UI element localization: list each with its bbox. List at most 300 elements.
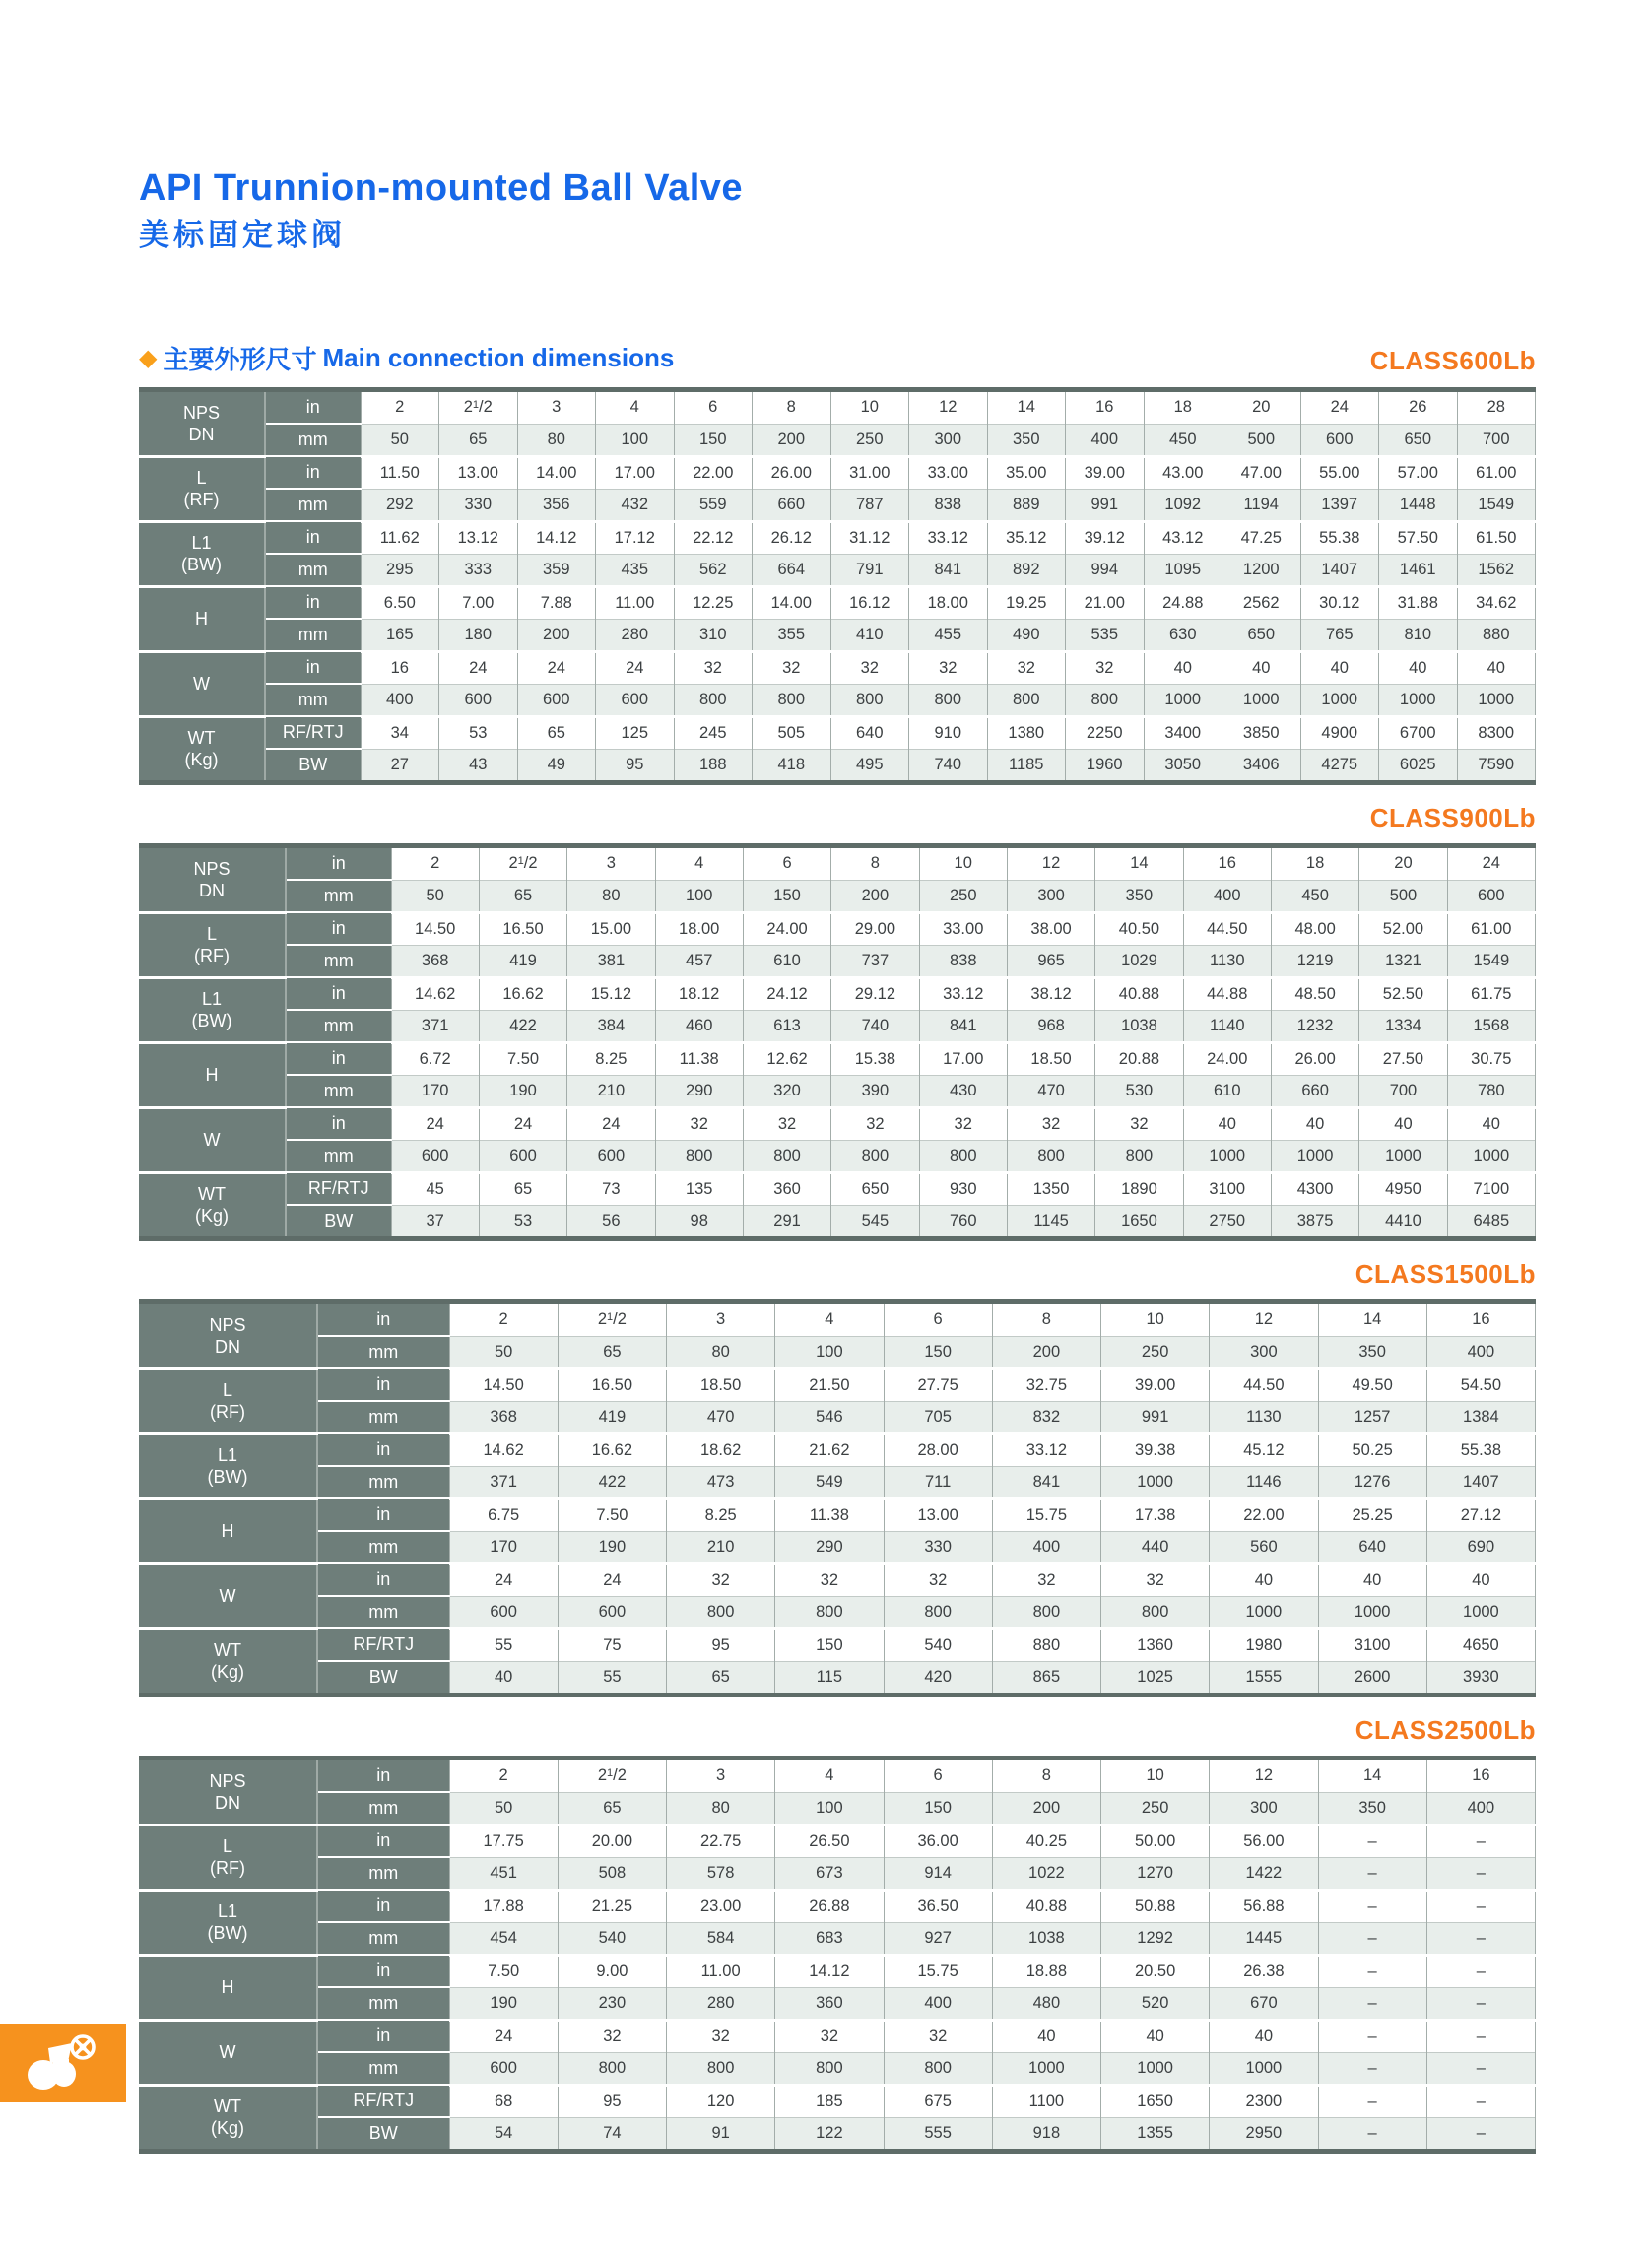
class2500-unit-label: mm [317, 1792, 449, 1825]
dimension-value-cell: 28.00 [884, 1433, 992, 1466]
class2500-row-in [139, 1825, 1536, 1857]
dimension-value-cell: 545 [831, 1205, 919, 1239]
dimension-value-cell: 200 [992, 1336, 1100, 1368]
class2500-unit-label: in [317, 1955, 449, 1987]
class600-row-in [139, 651, 1536, 684]
dimension-value-cell: 505 [753, 716, 831, 749]
dimension-value-cell: 29.12 [831, 977, 919, 1010]
dimension-value-cell: 50 [391, 880, 479, 912]
dimension-value-cell: 1130 [1210, 1401, 1318, 1433]
class1500-row-rf-rtj [139, 1628, 1536, 1661]
dimension-value-cell: 800 [674, 684, 753, 716]
dimension-value-cell: 600 [1447, 880, 1535, 912]
dimension-value-cell: 800 [909, 684, 988, 716]
dimension-value-cell: 135 [655, 1172, 743, 1205]
dimension-value-cell: 47.00 [1222, 456, 1301, 489]
class600-row-in [139, 456, 1536, 489]
dimension-value-cell: 18.12 [655, 977, 743, 1010]
dimension-value-cell: 800 [558, 2052, 666, 2085]
dimension-value-cell: 39.38 [1101, 1433, 1210, 1466]
class600-row-mm [139, 684, 1536, 716]
dimension-value-cell: 800 [1066, 684, 1145, 716]
dimension-value-cell: 40 [1210, 1563, 1318, 1596]
dimension-value-cell: 800 [1007, 1140, 1094, 1172]
class1500-row-group-label: L1 (BW) [139, 1433, 317, 1498]
dimension-value-cell: – [1318, 1987, 1426, 2020]
dimension-value-cell: 28 [1457, 390, 1536, 425]
dimension-value-cell: 11.50 [361, 456, 439, 489]
class900-table [139, 843, 1536, 1241]
dimension-value-cell: 480 [992, 1987, 1100, 2020]
dimension-value-cell: 80 [567, 880, 655, 912]
dimension-value-cell: 1000 [992, 2052, 1100, 2085]
class2500-row-mm [139, 1792, 1536, 1825]
dimension-value-cell: 45.12 [1210, 1433, 1318, 1466]
dimension-value-cell: 559 [674, 489, 753, 521]
dimension-value-cell: 1194 [1222, 489, 1301, 521]
dimension-value-cell: $2^1/2$ [558, 1302, 666, 1337]
dimension-value-cell: 65 [439, 424, 518, 456]
dimension-value-cell: 800 [884, 1596, 992, 1628]
dimension-value-cell: 17.38 [1101, 1498, 1210, 1531]
dimension-value-cell: 24.00 [743, 912, 830, 945]
class900-row-group-label: NPS DN [139, 846, 286, 913]
section-heading [139, 340, 674, 376]
class600-unit-label: in [265, 390, 361, 425]
class1500-unit-label: in [317, 1368, 449, 1401]
dimension-value-cell: – [1426, 2052, 1535, 2085]
dimension-value-cell: 800 [753, 684, 831, 716]
dimension-value-cell: 765 [1300, 619, 1379, 651]
dimension-value-cell: 3100 [1318, 1628, 1426, 1661]
class600-unit-label: mm [265, 489, 361, 521]
dimension-value-cell: 12 [909, 390, 988, 425]
dimension-value-cell: 800 [667, 2052, 775, 2085]
dimension-value-cell: 24 [479, 1107, 566, 1140]
dimension-value-cell: 546 [775, 1401, 884, 1433]
dimension-value-cell: 2562 [1222, 586, 1301, 619]
dimension-value-cell: 150 [775, 1628, 884, 1661]
dimension-value-cell: 2600 [1318, 1661, 1426, 1695]
dimension-value-cell: 3406 [1222, 749, 1301, 783]
dimension-value-cell: – [1318, 1825, 1426, 1857]
class1500-table [139, 1299, 1536, 1697]
dimension-value-cell: 664 [753, 554, 831, 586]
dimension-value-cell: 31.88 [1379, 586, 1458, 619]
dimension-value-cell: 800 [992, 1596, 1100, 1628]
dimension-value-cell: 4275 [1300, 749, 1379, 783]
dimension-value-cell: 210 [567, 1075, 655, 1107]
dimension-value-cell: 8 [831, 846, 919, 881]
dimension-value-cell: 880 [992, 1628, 1100, 1661]
dimension-value-cell: 991 [1066, 489, 1145, 521]
dimension-value-cell: 310 [674, 619, 753, 651]
dimension-value-cell: 660 [753, 489, 831, 521]
class600-row-group-label: L1 (BW) [139, 521, 265, 586]
dimension-value-cell: 549 [775, 1466, 884, 1498]
dimension-value-cell: 24 [449, 2020, 558, 2052]
dimension-value-cell: 455 [909, 619, 988, 651]
dimension-value-cell: $2^1/2$ [479, 846, 566, 881]
dimension-value-cell: 32 [909, 651, 988, 684]
dimension-value-cell: 400 [1426, 1792, 1535, 1825]
dimension-value-cell: 65 [558, 1336, 666, 1368]
class600-unit-label: mm [265, 424, 361, 456]
dimension-value-cell: 4950 [1359, 1172, 1447, 1205]
dimension-value-cell: 3 [667, 1759, 775, 1793]
dimension-value-cell: 16 [1066, 390, 1145, 425]
class600-row-mm [139, 489, 1536, 521]
dimension-value-cell: 15.00 [567, 912, 655, 945]
dimension-value-cell: 32 [830, 651, 909, 684]
class900-row-group-label: W [139, 1107, 286, 1172]
dimension-value-cell: 422 [479, 1010, 566, 1042]
dimension-value-cell: 419 [558, 1401, 666, 1433]
dimension-value-cell: 17.88 [449, 1890, 558, 1922]
dimension-value-cell: 56 [567, 1205, 655, 1239]
dimension-value-cell: 17.00 [919, 1042, 1007, 1075]
dimension-value-cell: 18.62 [667, 1433, 775, 1466]
dimension-value-cell: 43.12 [1144, 521, 1222, 554]
dimension-value-cell: 11.38 [775, 1498, 884, 1531]
dimension-value-cell: 6.72 [391, 1042, 479, 1075]
class1500-label-row [139, 1259, 1536, 1289]
dimension-value-cell: 6485 [1447, 1205, 1535, 1239]
dimension-value-cell: 23.00 [667, 1890, 775, 1922]
class2500-row-in [139, 1759, 1536, 1793]
class2500-row-in [139, 1890, 1536, 1922]
dimension-value-cell: 1360 [1101, 1628, 1210, 1661]
dimension-value-cell: 4 [596, 390, 675, 425]
dimension-value-cell: 32 [667, 1563, 775, 1596]
dimension-value-cell: 55 [449, 1628, 558, 1661]
dimension-value-cell: 33.12 [992, 1433, 1100, 1466]
dimension-value-cell: 210 [667, 1531, 775, 1563]
dimension-value-cell: 6 [743, 846, 830, 881]
dimension-value-cell: 918 [992, 2117, 1100, 2152]
class900-row-group-label: WT (Kg) [139, 1172, 286, 1239]
class2500-row-in [139, 1955, 1536, 1987]
dimension-value-cell: 61.50 [1457, 521, 1536, 554]
dimension-value-cell: 350 [1318, 1336, 1426, 1368]
class900-label: CLASS900Lb [1369, 803, 1536, 832]
dimension-value-cell: 1650 [1101, 2085, 1210, 2117]
dimension-value-cell: 422 [558, 1466, 666, 1498]
dimension-value-cell: 27.50 [1359, 1042, 1447, 1075]
dimension-value-cell: 1022 [992, 1857, 1100, 1890]
dimension-value-cell: 440 [1101, 1531, 1210, 1563]
dimension-value-cell: 75 [558, 1628, 666, 1661]
dimension-value-cell: 910 [909, 716, 988, 749]
class1500-unit-label: in [317, 1498, 449, 1531]
class1500-unit-label: BW [317, 1661, 449, 1695]
class900-label-row [139, 803, 1536, 832]
dimension-value-cell: 125 [596, 716, 675, 749]
class2500-row-mm [139, 2052, 1536, 2085]
dimension-value-cell: 27.75 [884, 1368, 992, 1401]
dimension-value-cell: 24 [1447, 846, 1535, 881]
dimension-value-cell: 740 [909, 749, 988, 783]
class1500-row-group-label: W [139, 1563, 317, 1628]
dimension-value-cell: 16 [361, 651, 439, 684]
dimension-value-cell: 32 [674, 651, 753, 684]
dimension-value-cell: 22.00 [1210, 1498, 1318, 1531]
dimension-value-cell: 3050 [1144, 749, 1222, 783]
dimension-value-cell: 24 [1300, 390, 1379, 425]
dimension-value-cell: 32 [992, 1563, 1100, 1596]
dimension-value-cell: – [1426, 2117, 1535, 2152]
dimension-value-cell: 6025 [1379, 749, 1458, 783]
dimension-value-cell: 185 [775, 2085, 884, 2117]
class600-unit-label: BW [265, 749, 361, 783]
dimension-value-cell: 30.12 [1300, 586, 1379, 619]
dimension-value-cell: 8 [992, 1759, 1100, 1793]
dimension-value-cell: 10 [1101, 1302, 1210, 1337]
dimension-value-cell: 26.00 [1271, 1042, 1358, 1075]
dimension-value-cell: 40 [1210, 2020, 1318, 2052]
dimension-value-cell: 27.12 [1426, 1498, 1535, 1531]
dimension-value-cell: 295 [361, 554, 439, 586]
dimension-value-cell: 290 [775, 1531, 884, 1563]
class900-row-group-label: L (RF) [139, 912, 286, 977]
dimension-value-cell: – [1318, 1890, 1426, 1922]
class600-row-in [139, 390, 1536, 425]
dimension-value-cell: 450 [1271, 880, 1358, 912]
top-spacer [139, 0, 1536, 166]
class2500-row-group-label: W [139, 2020, 317, 2085]
dimension-value-cell: 12.25 [674, 586, 753, 619]
dimension-value-cell: 150 [884, 1336, 992, 1368]
dimension-value-cell: 800 [667, 1596, 775, 1628]
dimension-value-cell: 600 [449, 1596, 558, 1628]
dimension-value-cell: 1448 [1379, 489, 1458, 521]
dimension-value-cell: 740 [831, 1010, 919, 1042]
dimension-value-cell: 65 [479, 1172, 566, 1205]
class600-unit-label: RF/RTJ [265, 716, 361, 749]
dimension-value-cell: 80 [667, 1336, 775, 1368]
dimension-value-cell: 14.62 [391, 977, 479, 1010]
class900-unit-label: in [286, 846, 391, 881]
class1500-row-mm [139, 1596, 1536, 1628]
dimension-value-cell: – [1318, 2020, 1426, 2052]
class1500-row-group-label: H [139, 1498, 317, 1563]
dimension-value-cell: 52.00 [1359, 912, 1447, 945]
class2500-row-group-label: L (RF) [139, 1825, 317, 1890]
class900-row-mm [139, 1010, 1536, 1042]
dimension-value-cell: 74 [558, 2117, 666, 2152]
dimension-value-cell: 50 [361, 424, 439, 456]
dimension-value-cell: 8.25 [667, 1498, 775, 1531]
dimension-value-cell: 991 [1101, 1401, 1210, 1433]
dimension-value-cell: 600 [439, 684, 518, 716]
dimension-value-cell: – [1426, 2020, 1535, 2052]
class600-row-mm [139, 619, 1536, 651]
dimension-value-cell: 12 [1210, 1759, 1318, 1793]
dimension-value-cell: 26 [1379, 390, 1458, 425]
dimension-value-cell: 43.00 [1144, 456, 1222, 489]
dimension-value-cell: 12.62 [743, 1042, 830, 1075]
dimension-value-cell: 1000 [1426, 1596, 1535, 1628]
class2500-label-row [139, 1715, 1536, 1745]
dimension-value-cell: 994 [1066, 554, 1145, 586]
dimension-value-cell: 1555 [1210, 1661, 1318, 1695]
dimension-value-cell: 1407 [1300, 554, 1379, 586]
section-heading-zh: 主要外形尺寸 [163, 345, 317, 374]
dimension-value-cell: 190 [449, 1987, 558, 2020]
dimension-value-cell: 675 [884, 2085, 992, 2117]
dimension-value-cell: 800 [831, 1140, 919, 1172]
dimension-value-cell: 600 [596, 684, 675, 716]
dimension-value-cell: 1000 [1101, 2052, 1210, 2085]
class1500-table-host [139, 1299, 1536, 1697]
dimension-value-cell: 7.88 [517, 586, 596, 619]
dimension-value-cell: 3930 [1426, 1661, 1535, 1695]
dimension-value-cell: 14.00 [753, 586, 831, 619]
class900-row-in [139, 1042, 1536, 1075]
class900-row-bw [139, 1205, 1536, 1239]
dimension-value-cell: 368 [449, 1401, 558, 1433]
class1500-unit-label: in [317, 1433, 449, 1466]
dimension-value-cell: 600 [567, 1140, 655, 1172]
class2500-row-bw [139, 2117, 1536, 2152]
dimension-value-cell: 13.12 [439, 521, 518, 554]
dimension-value-cell: 100 [775, 1336, 884, 1368]
class2500-row-group-label: WT (Kg) [139, 2085, 317, 2152]
dimension-value-cell: 22.75 [667, 1825, 775, 1857]
dimension-value-cell: 65 [479, 880, 566, 912]
dimension-value-cell: 400 [884, 1987, 992, 2020]
class900-unit-label: in [286, 912, 391, 945]
dimension-value-cell: 31.12 [830, 521, 909, 554]
dimension-value-cell: 555 [884, 2117, 992, 2152]
dimension-value-cell: 40.88 [1095, 977, 1183, 1010]
dimension-value-cell: 13.00 [884, 1498, 992, 1531]
dimension-value-cell: 21.62 [775, 1433, 884, 1466]
dimension-value-cell: 1146 [1210, 1466, 1318, 1498]
dimension-value-cell: 26.50 [775, 1825, 884, 1857]
class2500-row-group-label: NPS DN [139, 1759, 317, 1826]
dimension-value-cell: 10 [830, 390, 909, 425]
class1500-row-in [139, 1498, 1536, 1531]
dimension-value-cell: 33.12 [919, 977, 1007, 1010]
dimension-value-cell: 280 [667, 1987, 775, 2020]
dimension-value-cell: 200 [753, 424, 831, 456]
dimension-value-cell: 21.50 [775, 1368, 884, 1401]
dimension-value-cell: 14 [1318, 1759, 1426, 1793]
dimension-value-cell: 54.50 [1426, 1368, 1535, 1401]
dimension-value-cell: 33.00 [909, 456, 988, 489]
dimension-value-cell: 1257 [1318, 1401, 1426, 1433]
dimension-value-cell: 57.50 [1379, 521, 1458, 554]
page-title: API Trunnion-mounted Ball Valve [139, 167, 744, 209]
dimension-value-cell: 250 [1101, 1336, 1210, 1368]
dimension-value-cell: 4300 [1271, 1172, 1358, 1205]
dimension-value-cell: 410 [830, 619, 909, 651]
dimension-value-cell: 32 [987, 651, 1066, 684]
dimension-value-cell: 40 [1359, 1107, 1447, 1140]
dimension-value-cell: 32 [884, 2020, 992, 2052]
class900-unit-label: RF/RTJ [286, 1172, 391, 1205]
dimension-value-cell: 384 [567, 1010, 655, 1042]
dimension-value-cell: 330 [439, 489, 518, 521]
class900-row-in [139, 977, 1536, 1010]
dimension-value-cell: 610 [743, 945, 830, 977]
dimension-value-cell: 80 [517, 424, 596, 456]
dimension-value-cell: 20.50 [1101, 1955, 1210, 1987]
dimension-value-cell: 17.00 [596, 456, 675, 489]
dimension-value-cell: 350 [1095, 880, 1183, 912]
class600-row-group-label: H [139, 586, 265, 651]
dimension-value-cell: 1219 [1271, 945, 1358, 977]
dimension-value-cell: 15.75 [992, 1498, 1100, 1531]
dimension-value-cell: 3875 [1271, 1205, 1358, 1239]
dimension-value-cell: 800 [919, 1140, 1007, 1172]
dimension-value-cell: 39.00 [1101, 1368, 1210, 1401]
dimension-value-cell: 1350 [1007, 1172, 1094, 1205]
dimension-value-cell: 673 [775, 1857, 884, 1890]
dimension-value-cell: 40 [1144, 651, 1222, 684]
dimension-value-cell: 640 [830, 716, 909, 749]
dimension-value-cell: 1145 [1007, 1205, 1094, 1239]
dimension-value-cell: 1960 [1066, 749, 1145, 783]
dimension-value-cell: 38.00 [1007, 912, 1094, 945]
dimension-value-cell: 50.00 [1101, 1825, 1210, 1857]
dimension-value-cell: 927 [884, 1922, 992, 1955]
dimension-value-cell: 65 [667, 1661, 775, 1695]
dimension-value-cell: 40 [1300, 651, 1379, 684]
dimension-value-cell: 38.12 [1007, 977, 1094, 1010]
dimension-value-cell: 55.38 [1426, 1433, 1535, 1466]
dimension-value-cell: 33.00 [919, 912, 1007, 945]
dimension-value-cell: 791 [830, 554, 909, 586]
dimension-value-cell: 18 [1144, 390, 1222, 425]
dimension-value-cell: 1334 [1359, 1010, 1447, 1042]
dimension-value-cell: 810 [1379, 619, 1458, 651]
dimension-value-cell: 800 [884, 2052, 992, 2085]
dimension-value-cell: 400 [1426, 1336, 1535, 1368]
dimension-value-cell: 1000 [1379, 684, 1458, 716]
dimension-value-cell: 800 [830, 684, 909, 716]
dimension-value-cell: 3 [667, 1302, 775, 1337]
dimension-value-cell: 8 [992, 1302, 1100, 1337]
dimension-value-cell: 55.38 [1300, 521, 1379, 554]
class900-row-in [139, 912, 1536, 945]
class900-unit-label: mm [286, 880, 391, 912]
dimension-value-cell: 56.88 [1210, 1890, 1318, 1922]
class1500-row-mm [139, 1466, 1536, 1498]
class2500-row-rf-rtj [139, 2085, 1536, 2117]
dimension-value-cell: 6 [674, 390, 753, 425]
dimension-value-cell: 18 [1271, 846, 1358, 881]
dimension-value-cell: 15.75 [884, 1955, 992, 1987]
dimension-value-cell: 20.88 [1095, 1042, 1183, 1075]
dimension-value-cell: 600 [449, 2052, 558, 2085]
dimension-value-cell: 40 [1447, 1107, 1535, 1140]
dimension-value-cell: 400 [992, 1531, 1100, 1563]
dimension-value-cell: 33.12 [909, 521, 988, 554]
dimension-value-cell: 356 [517, 489, 596, 521]
dimension-value-cell: 470 [1007, 1075, 1094, 1107]
class2500-row-group-label: H [139, 1955, 317, 2020]
dimension-value-cell: 430 [919, 1075, 1007, 1107]
dimension-value-cell: 43 [439, 749, 518, 783]
dimension-value-cell: 800 [987, 684, 1066, 716]
dimension-value-cell: 1000 [1101, 1466, 1210, 1498]
dimension-value-cell: 165 [361, 619, 439, 651]
dimension-value-cell: 61.75 [1447, 977, 1535, 1010]
dimension-value-cell: 4900 [1300, 716, 1379, 749]
dimension-value-cell: 39.12 [1066, 521, 1145, 554]
